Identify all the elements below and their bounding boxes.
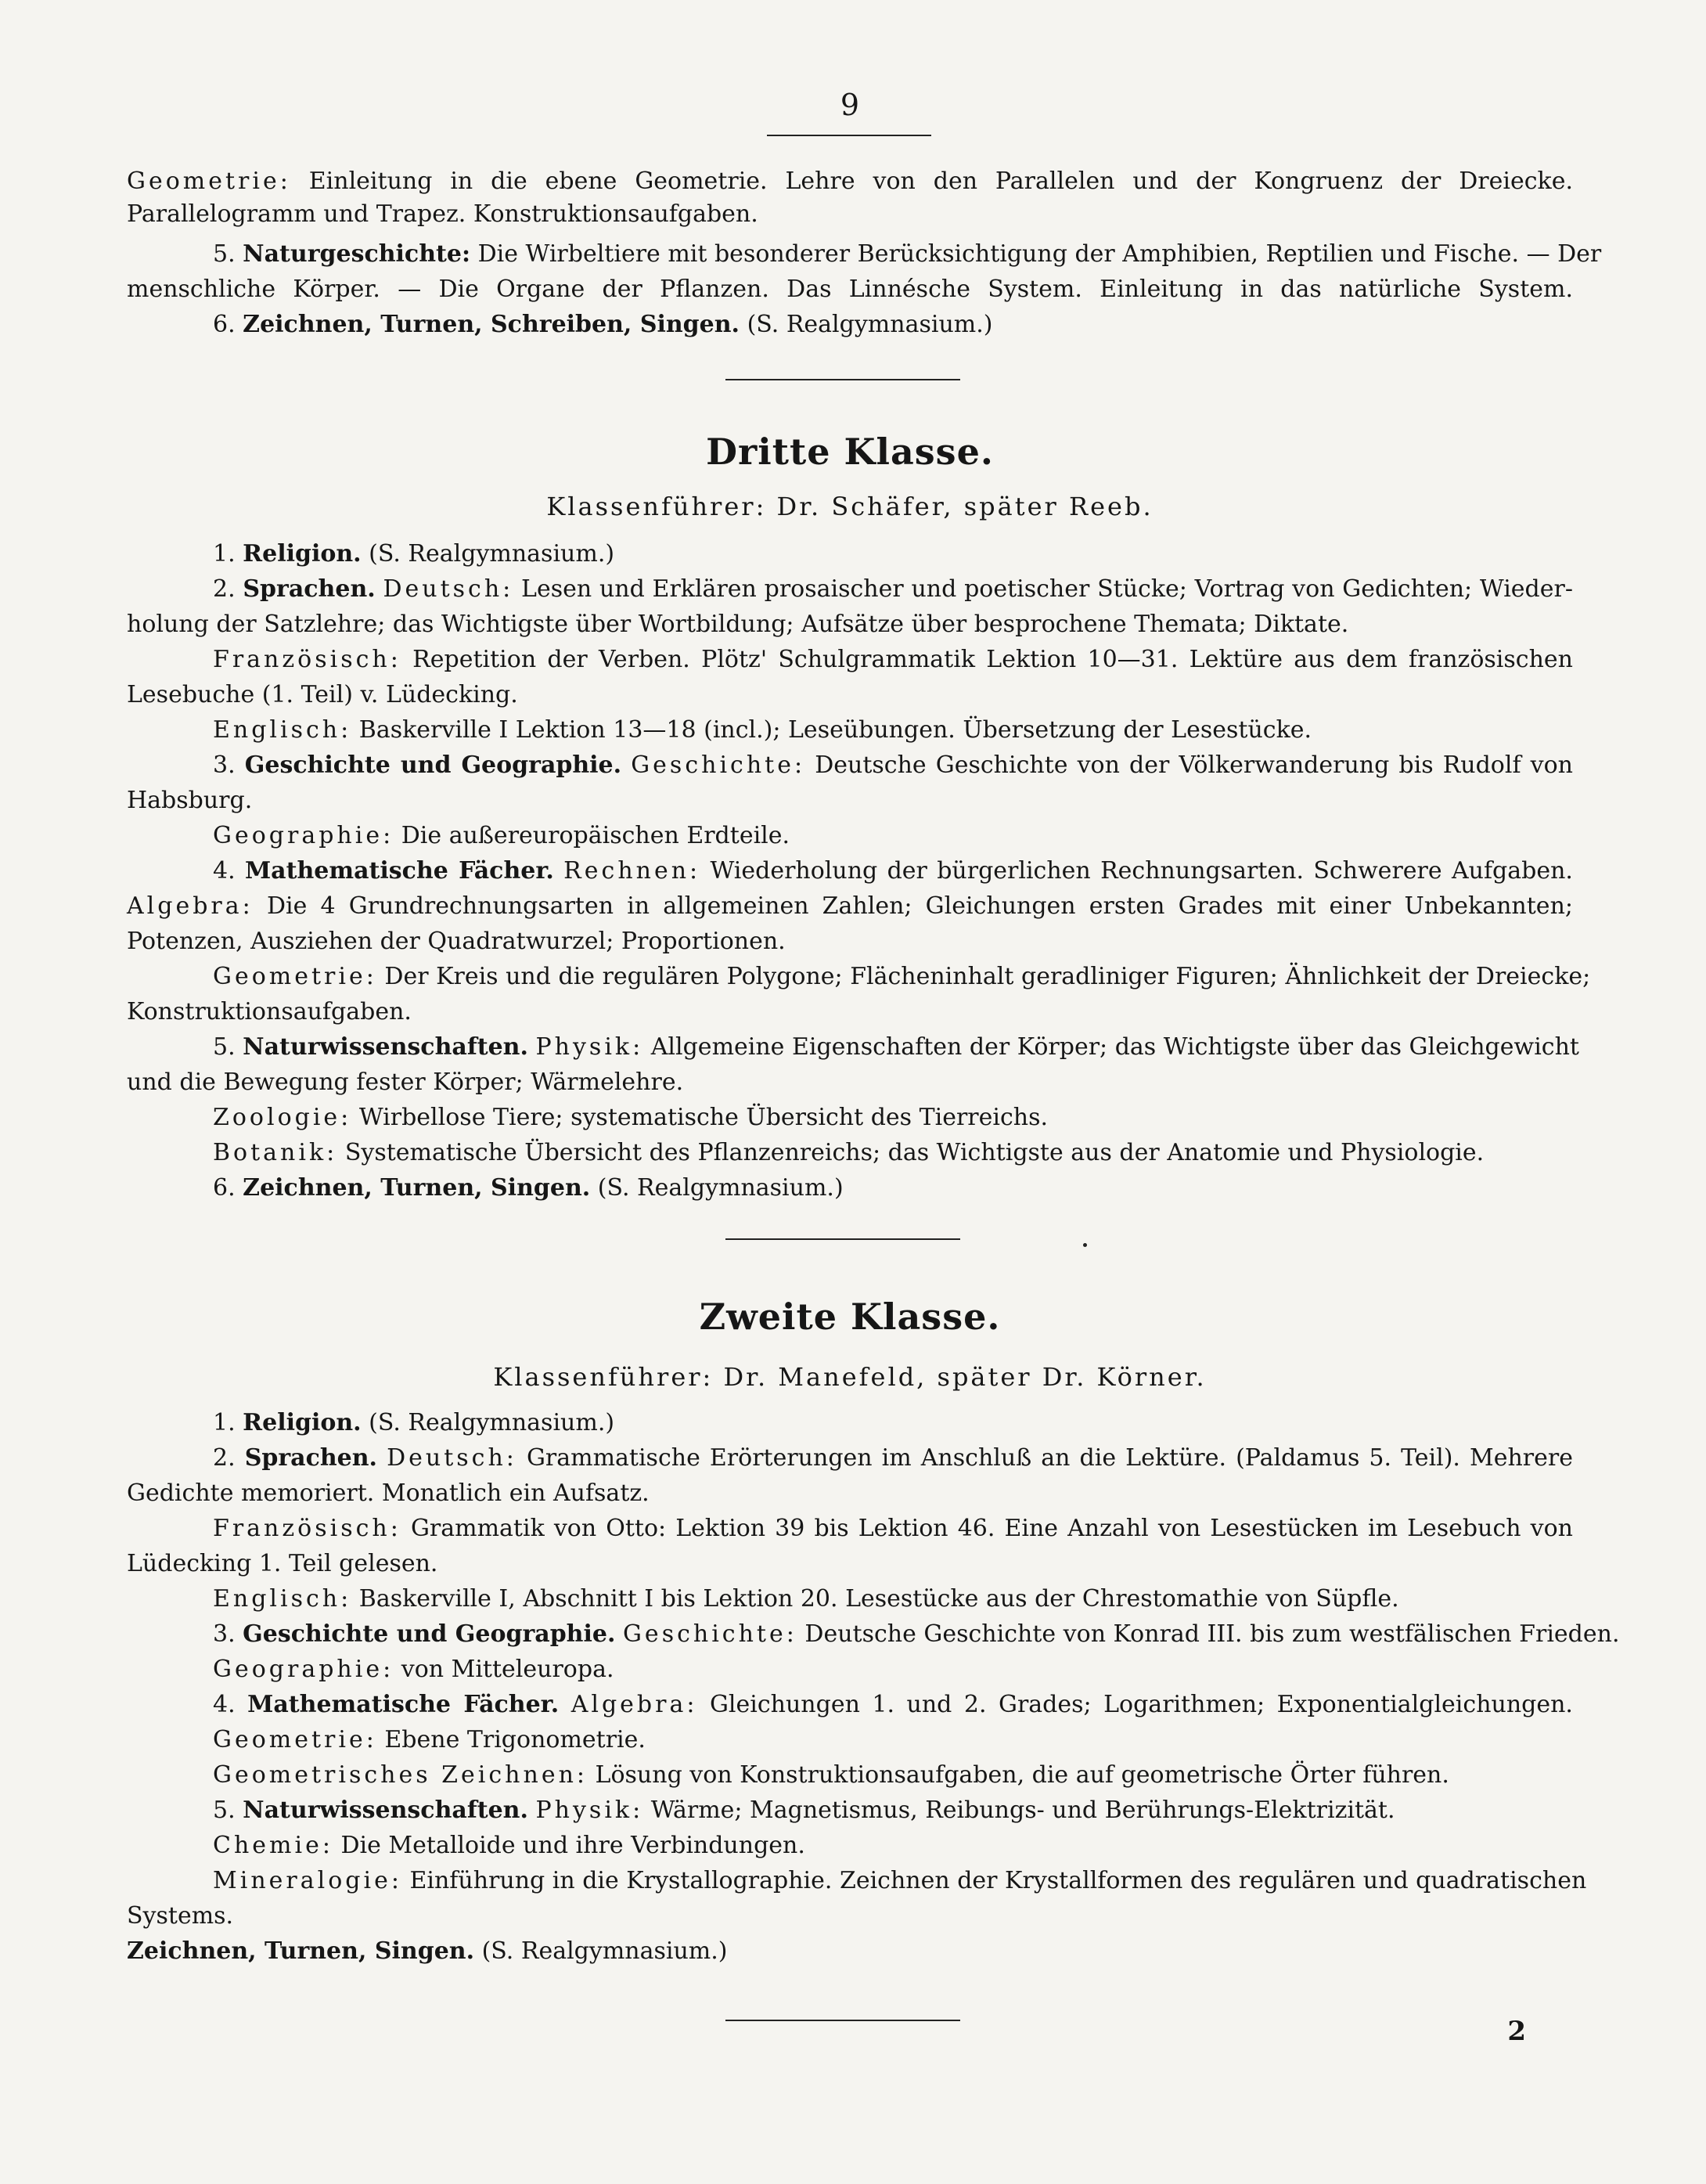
text-line: 3. Geschichte und Geographie. Geschichte: Deutsche Geschichte von der Völkerwanderung bis Rudolf von [213,751,1573,779]
text-line: 6. Zeichnen, Turnen, Schreiben, Singen. (S. Realgymnasium.) [213,311,993,338]
text-line: Englisch: Baskerville I, Abschnitt I bis Lektion 20. Lesestücke aus der Chrestomathie von Süpfle. [213,1585,1399,1613]
ink-dot [1083,1243,1087,1247]
text-line: 1. Religion. (S. Realgymnasium.) [213,540,615,568]
section-divider [725,379,960,380]
class-leader: Klassenführer: Dr. Manefeld, später Dr. Körner. [493,1362,1207,1392]
text-line: Französisch: Repetition der Verben. Plötz' Schulgrammatik Lektion 10—31. Lektüre aus dem französischen [213,646,1573,673]
text-line: 2. Sprachen. Deutsch: Grammatische Erörterungen im Anschluß an die Lektüre. (Paldamus 5. Teil). Mehrere [213,1444,1573,1472]
text-line: Habsburg. [127,787,253,814]
text-line: Parallelogramm und Trapez. Konstruktionsaufgaben. [127,200,758,228]
text-line: Mineralogie: Einführung in die Krystallographie. Zeichnen der Krystallformen des regulären und quadratischen [213,1867,1587,1894]
text-line: und die Bewegung fester Körper; Wärmelehre. [127,1069,684,1096]
section-title: Dritte Klasse. [706,431,994,473]
text-line: Französisch: Grammatik von Otto: Lektion 39 bis Lektion 46. Eine Anzahl von Lesestücken im Lesebuch von [213,1515,1573,1542]
text-line: Geometrie: Einleitung in die ebene Geometrie. Lehre von den Parallelen und der Kongruenz der Dreiecke. [127,168,1573,195]
section-divider [725,1238,960,1240]
text-line: 2. Sprachen. Deutsch: Lesen und Erklären prosaischer und poetischer Stücke; Vortrag von Gedichten; Wieder- [213,575,1573,603]
text-line: holung der Satzlehre; das Wichtigste über Wortbildung; Aufsätze über besprochene Themata; Diktate. [127,611,1349,638]
text-line: 3. Geschichte und Geographie. Geschichte: Deutsche Geschichte von Konrad III. bis zum westfälischen Frieden. [213,1620,1620,1648]
text-line: Zoologie: Wirbellose Tiere; systematische Übersicht des Tierreichs. [213,1104,1049,1131]
text-line: Algebra: Die 4 Grundrechnungsarten in allgemeinen Zahlen; Gleichungen ersten Grades mit einer Unbekannten; [127,892,1573,920]
header-rule [767,135,931,136]
text-line: Lüdecking 1. Teil gelesen. [127,1550,438,1577]
text-line: 5. Naturgeschichte: Die Wirbeltiere mit besonderer Berücksichtigung der Amphibien, Reptilien und Fische. — Der [213,240,1602,268]
text-line: Gedichte memoriert. Monatlich ein Aufsatz. [127,1479,650,1507]
text-line: Lesebuche (1. Teil) v. Lüdecking. [127,681,518,708]
page-number: 9 [840,88,860,122]
text-line: 6. Zeichnen, Turnen, Singen. (S. Realgymnasium.) [213,1174,844,1202]
text-line: Systems. [127,1902,234,1930]
text-line: Geometrie: Der Kreis und die regulären Polygone; Flächeninhalt geradliniger Figuren; Ähnlichkeit der Dreiecke; [213,963,1591,990]
text-line: 5. Naturwissenschaften. Physik: Wärme; Magnetismus, Reibungs- und Berührungs-Elektrizität. [213,1797,1395,1824]
class-leader: Klassenführer: Dr. Schäfer, später Reeb. [546,492,1154,521]
text-line: Geometrisches Zeichnen: Lösung von Konstruktionsaufgaben, die auf geometrische Örter führen. [213,1761,1449,1789]
text-line: Konstruktionsaufgaben. [127,998,412,1025]
text-line: Zeichnen, Turnen, Singen. (S. Realgymnasium.) [127,1937,728,1965]
signature-mark: 2 [1507,2016,1526,2047]
text-line: Chemie: Die Metalloide und ihre Verbindungen. [213,1832,805,1859]
footer-rule [725,2020,960,2021]
text-line: Geographie: Die außereuropäischen Erdteile. [213,822,790,849]
section-title: Zweite Klasse. [699,1296,1001,1338]
text-line: Potenzen, Ausziehen der Quadratwurzel; Proportionen. [127,928,786,955]
text-line: 4. Mathematische Fächer. Algebra: Gleichungen 1. und 2. Grades; Logarithmen; Exponentialgleichungen. [213,1691,1573,1718]
text-line: Geographie: von Mitteleuropa. [213,1656,614,1683]
text-line: 4. Mathematische Fächer. Rechnen: Wiederholung der bürgerlichen Rechnungsarten. Schwerere Aufgaben. [213,857,1573,885]
text-line: 5. Naturwissenschaften. Physik: Allgemeine Eigenschaften der Körper; das Wichtigste über das Gleichgewicht [213,1033,1579,1061]
document-page [127,0,1620,2184]
text-line: Englisch: Baskerville I Lektion 13—18 (incl.); Leseübungen. Übersetzung der Lesestücke. [213,716,1312,744]
text-line: Geometrie: Ebene Trigonometrie. [213,1726,646,1753]
text-line: 1. Religion. (S. Realgymnasium.) [213,1409,615,1436]
text-line: Botanik: Systematische Übersicht des Pflanzenreichs; das Wichtigste aus der Anatomie und Physiologie. [213,1139,1485,1166]
text-line: menschliche Körper. — Die Organe der Pflanzen. Das Linnésche System. Einleitung in das natürliche System. [127,276,1573,303]
